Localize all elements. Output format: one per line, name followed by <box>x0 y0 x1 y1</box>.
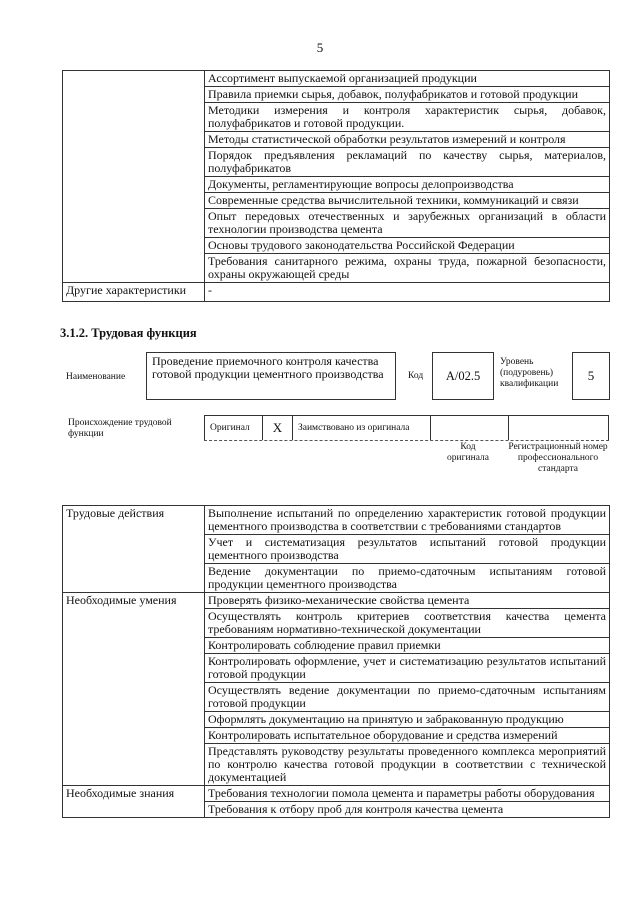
knowledge-item: Ассортимент выпускаемой организацией продукции <box>205 71 610 87</box>
labor-action-item: Ведение документации по приемо-сдаточным испытаниям готовой продукции цементного производства <box>205 564 610 593</box>
knowledge-item: Правила приемки сырья, добавок, полуфабрикатов и готовой продукции <box>205 87 610 103</box>
knowledge-item: Опыт передовых отечественных и зарубежных организаций в области технологии производства цемента <box>205 209 610 238</box>
qualification-level-box: 5 <box>572 352 610 400</box>
knowledge-item: Требования санитарного режима, охраны труда, пожарной безопасности, охраны окружающей среды <box>205 254 610 283</box>
code-label: Код <box>408 371 424 381</box>
original-mark: X <box>262 416 292 440</box>
function-name-box: Проведение приемочного контроля качества готовой продукции цементного производства <box>146 352 396 400</box>
borrowed-label: Заимствовано из оригинала <box>292 416 430 440</box>
other-characteristics-label: Другие характеристики <box>63 283 205 302</box>
labor-action-item: Выполнение испытаний по определению характеристик готовой продукции цементного производства в соответствии с требованиями стандартов <box>205 506 610 535</box>
knowledge-item: Современные средства вычислительной техники, коммуникаций и связи <box>205 193 610 209</box>
required-knowledge-label: Необходимые знания <box>63 786 205 818</box>
skill-item: Представлять руководству результаты проведенного комплекса мероприятий по контролю качества готовой продукции в соответствии с технической документацией <box>205 744 610 786</box>
knowledge-item: Требования технологии помола цемента и параметры работы оборудования <box>205 786 610 802</box>
name-label: Наименование <box>66 372 126 382</box>
other-characteristics-value: - <box>205 283 610 302</box>
knowledge-item: Требования к отбору проб для контроля качества цемента <box>205 802 610 818</box>
required-skills-label: Необходимые умения <box>63 593 205 786</box>
skill-item: Контролировать оформление, учет и систематизацию результатов испытаний готовой продукции <box>205 654 610 683</box>
origin-code-caption: Код оригинала <box>447 442 489 463</box>
original-label: Оригинал <box>204 416 262 440</box>
skill-item: Контролировать испытательное оборудование и средства измерений <box>205 728 610 744</box>
labor-function-table <box>62 505 610 818</box>
origin-label: Происхождение трудовой функции <box>68 418 172 439</box>
knowledge-item: Методики измерения и контроля характеристик сырья, добавок, полуфабрикатов и готовой продукции. <box>205 103 610 132</box>
empty-label-cell <box>63 71 205 283</box>
function-code-box: A/02.5 <box>432 352 494 400</box>
reg-number-caption: Регистрационный номер профессионального стандарта <box>508 442 608 474</box>
knowledge-item: Методы статистической обработки результатов измерений и контроля <box>205 132 610 148</box>
labor-actions-label: Трудовые действия <box>63 506 205 593</box>
knowledge-continuation-table <box>62 70 610 302</box>
page-number: 5 <box>316 40 324 55</box>
origin-row <box>204 415 609 441</box>
knowledge-item: Документы, регламентирующие вопросы делопроизводства <box>205 177 610 193</box>
knowledge-item: Порядок предъявления рекламаций по качеству сырья, материалов, полуфабрикатов <box>205 148 610 177</box>
knowledge-item: Основы трудового законодательства Российской Федерации <box>205 238 610 254</box>
skill-item: Осуществлять ведение документации по приемо-сдаточным испытаниям готовой продукции <box>205 683 610 712</box>
skill-item: Контролировать соблюдение правил приемки <box>205 638 610 654</box>
qualification-level-label: Уровень (подуровень) квалификации <box>500 357 559 389</box>
reg-number-cell <box>508 416 609 440</box>
section-title: 3.1.2. Трудовая функция <box>60 326 197 340</box>
labor-action-item: Учет и систематизация результатов испытаний готовой продукции цементного производства <box>205 535 610 564</box>
skill-item: Осуществлять контроль критериев соответствия качества цемента требованиям нормативно-технической документации <box>205 609 610 638</box>
skill-item: Проверять физико-механические свойства цемента <box>205 593 610 609</box>
skill-item: Оформлять документацию на принятую и забракованную продукцию <box>205 712 610 728</box>
origin-code-cell <box>430 416 508 440</box>
